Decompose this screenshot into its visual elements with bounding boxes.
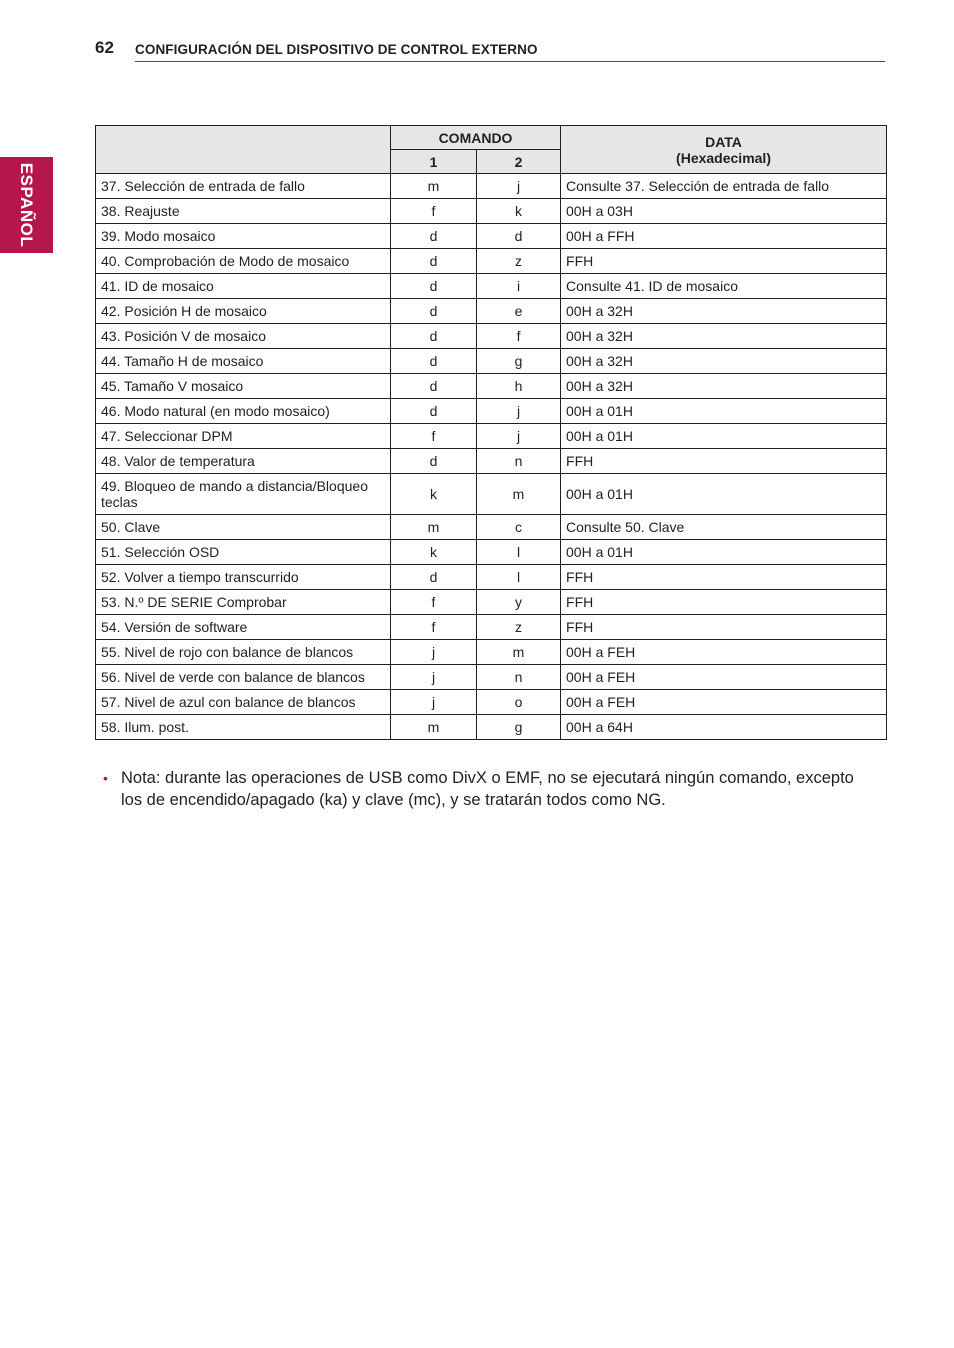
table-row <box>96 224 887 249</box>
header-rule <box>135 61 885 62</box>
command-1-cell: d <box>391 374 477 399</box>
table-row <box>96 199 887 224</box>
command-2-cell: d <box>477 224 561 249</box>
command-2-cell: f <box>477 324 561 349</box>
header-name-cell <box>96 126 391 174</box>
command-name-cell: 58. Ilum. post. <box>96 715 391 740</box>
command-2-cell: l <box>477 540 561 565</box>
command-name-cell: 56. Nivel de verde con balance de blancos <box>96 665 391 690</box>
command-1-cell: f <box>391 199 477 224</box>
command-2-cell: z <box>477 249 561 274</box>
table-row <box>96 399 887 424</box>
command-name-cell: 43. Posición V de mosaico <box>96 324 391 349</box>
command-2-cell: c <box>477 515 561 540</box>
header-col2: 2 <box>477 150 561 174</box>
command-name-cell: 38. Reajuste <box>96 199 391 224</box>
command-1-cell: j <box>391 665 477 690</box>
command-name-cell: 51. Selección OSD <box>96 540 391 565</box>
table-row <box>96 515 887 540</box>
command-name-cell: 49. Bloqueo de mando a distancia/Bloqueo teclas <box>96 474 391 515</box>
data-cell: Consulte 41. ID de mosaico <box>561 274 887 299</box>
table-row <box>96 665 887 690</box>
data-cell: FFH <box>561 590 887 615</box>
bullet-icon: • <box>103 770 108 786</box>
command-2-cell: j <box>477 424 561 449</box>
table-row <box>96 249 887 274</box>
header-comando: COMANDO <box>391 126 561 150</box>
data-cell: FFH <box>561 615 887 640</box>
command-name-cell: 39. Modo mosaico <box>96 224 391 249</box>
table-row <box>96 715 887 740</box>
command-name-cell: 42. Posición H de mosaico <box>96 299 391 324</box>
command-name-cell: 40. Comprobación de Modo de mosaico <box>96 249 391 274</box>
command-name-cell: 48. Valor de temperatura <box>96 449 391 474</box>
note <box>103 767 873 811</box>
command-name-cell: 57. Nivel de azul con balance de blancos <box>96 690 391 715</box>
command-name-cell: 45. Tamaño V mosaico <box>96 374 391 399</box>
command-1-cell: m <box>391 515 477 540</box>
table-row <box>96 274 887 299</box>
command-2-cell: m <box>477 474 561 515</box>
command-name-cell: 47. Seleccionar DPM <box>96 424 391 449</box>
data-cell: 00H a FFH <box>561 224 887 249</box>
data-cell: 00H a FEH <box>561 665 887 690</box>
header-data-line1: DATA <box>705 133 742 150</box>
command-1-cell: m <box>391 174 477 199</box>
command-name-cell: 50. Clave <box>96 515 391 540</box>
data-cell: 00H a 03H <box>561 199 887 224</box>
command-2-cell: n <box>477 449 561 474</box>
page-number: 62 <box>95 38 114 57</box>
command-name-cell: 55. Nivel de rojo con balance de blancos <box>96 640 391 665</box>
data-cell: 00H a 01H <box>561 474 887 515</box>
table-row <box>96 690 887 715</box>
data-cell: 00H a 32H <box>561 374 887 399</box>
data-cell: 00H a FEH <box>561 640 887 665</box>
language-tab <box>0 157 53 253</box>
command-2-cell: l <box>477 565 561 590</box>
command-name-cell: 46. Modo natural (en modo mosaico) <box>96 399 391 424</box>
header-col1: 1 <box>391 150 477 174</box>
data-cell: 00H a 32H <box>561 299 887 324</box>
data-cell: 00H a FEH <box>561 690 887 715</box>
table-row <box>96 540 887 565</box>
command-name-cell: 54. Versión de software <box>96 615 391 640</box>
command-name-cell: 53. N.º DE SERIE Comprobar <box>96 590 391 615</box>
command-1-cell: d <box>391 449 477 474</box>
table-row <box>96 374 887 399</box>
command-table <box>95 125 887 740</box>
command-1-cell: d <box>391 299 477 324</box>
table-row <box>96 299 887 324</box>
table-row <box>96 474 887 515</box>
language-tab-label: ESPAÑOL <box>17 162 36 248</box>
command-name-cell: 52. Volver a tiempo transcurrido <box>96 565 391 590</box>
table-row <box>96 349 887 374</box>
command-2-cell: y <box>477 590 561 615</box>
command-2-cell: k <box>477 199 561 224</box>
command-1-cell: j <box>391 690 477 715</box>
command-2-cell: j <box>477 174 561 199</box>
data-cell: 00H a 64H <box>561 715 887 740</box>
table-row <box>96 590 887 615</box>
data-cell: Consulte 37. Selección de entrada de fallo <box>561 174 887 199</box>
command-name-cell: 44. Tamaño H de mosaico <box>96 349 391 374</box>
command-2-cell: g <box>477 715 561 740</box>
command-2-cell: m <box>477 640 561 665</box>
command-1-cell: d <box>391 224 477 249</box>
command-name-cell: 37. Selección de entrada de fallo <box>96 174 391 199</box>
command-1-cell: d <box>391 249 477 274</box>
command-1-cell: m <box>391 715 477 740</box>
data-cell: 00H a 01H <box>561 399 887 424</box>
command-2-cell: g <box>477 349 561 374</box>
data-cell: FFH <box>561 249 887 274</box>
section-title: CONFIGURACIÓN DEL DISPOSITIVO DE CONTROL EXTERNO <box>135 42 538 57</box>
table-row <box>96 324 887 349</box>
data-cell: Consulte 50. Clave <box>561 515 887 540</box>
command-1-cell: d <box>391 349 477 374</box>
command-2-cell: j <box>477 399 561 424</box>
command-1-cell: d <box>391 399 477 424</box>
command-2-cell: i <box>477 274 561 299</box>
table-row <box>96 565 887 590</box>
command-2-cell: h <box>477 374 561 399</box>
data-cell: FFH <box>561 565 887 590</box>
note-text: Nota: durante las operaciones de USB como DivX o EMF, no se ejecutará ningún comando, excepto los de encendido/apagado (ka) y clave (mc), y se tratarán todos como NG. <box>121 769 854 809</box>
command-1-cell: k <box>391 474 477 515</box>
command-2-cell: e <box>477 299 561 324</box>
table-row <box>96 615 887 640</box>
command-1-cell: d <box>391 274 477 299</box>
command-1-cell: d <box>391 324 477 349</box>
command-1-cell: d <box>391 565 477 590</box>
command-1-cell: j <box>391 640 477 665</box>
table-row <box>96 174 887 199</box>
command-2-cell: z <box>477 615 561 640</box>
header-data <box>561 126 887 174</box>
data-cell: 00H a 01H <box>561 540 887 565</box>
command-1-cell: f <box>391 590 477 615</box>
command-1-cell: f <box>391 615 477 640</box>
command-1-cell: f <box>391 424 477 449</box>
table-row <box>96 640 887 665</box>
command-1-cell: k <box>391 540 477 565</box>
table-row <box>96 449 887 474</box>
data-cell: 00H a 01H <box>561 424 887 449</box>
command-2-cell: o <box>477 690 561 715</box>
data-cell: 00H a 32H <box>561 349 887 374</box>
header-data-line2: (Hexadecimal) <box>676 149 771 166</box>
data-cell: FFH <box>561 449 887 474</box>
table-row <box>96 424 887 449</box>
command-2-cell: n <box>477 665 561 690</box>
command-name-cell: 41. ID de mosaico <box>96 274 391 299</box>
data-cell: 00H a 32H <box>561 324 887 349</box>
